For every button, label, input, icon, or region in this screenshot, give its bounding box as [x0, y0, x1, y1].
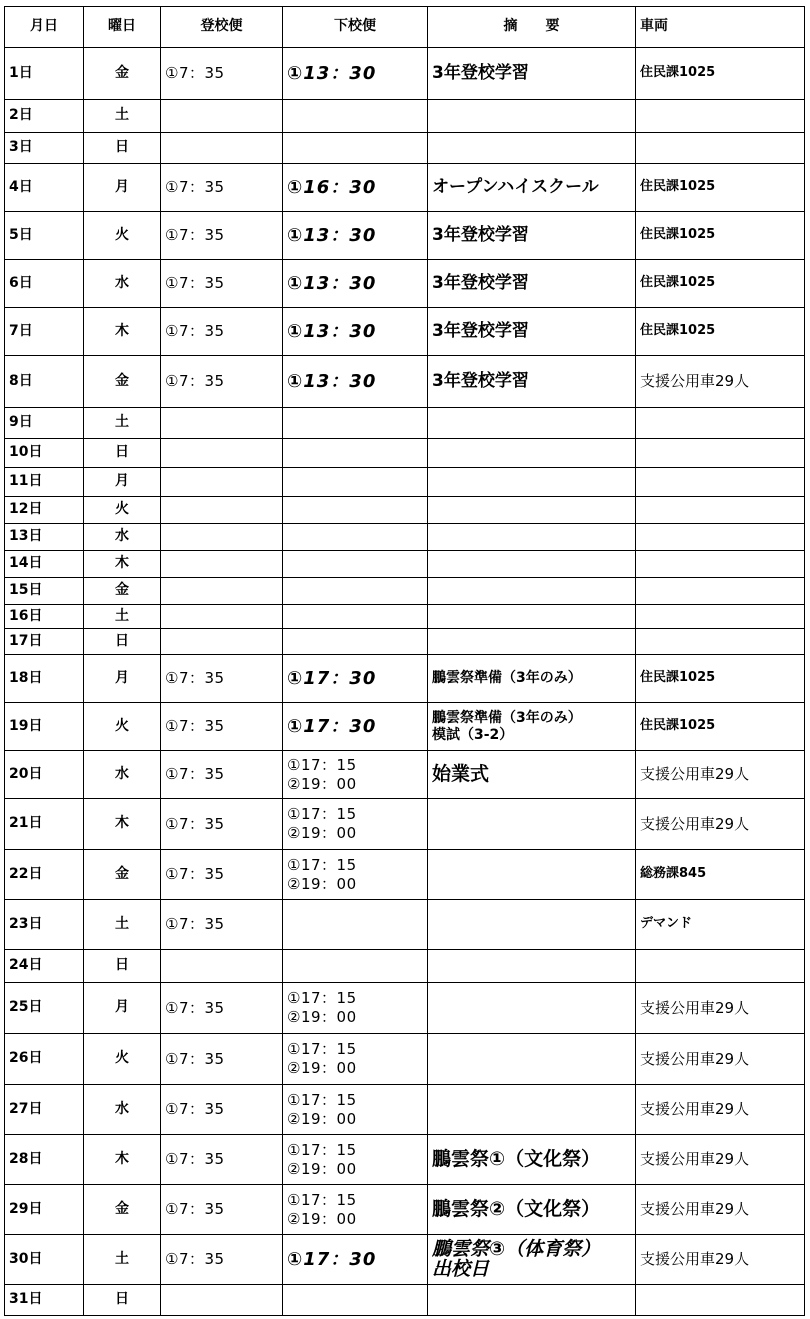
weekday-cell: 日 [84, 439, 161, 468]
header-vehicle: 車両 [636, 7, 805, 48]
table-row [5, 524, 805, 551]
afternoon-bus-cell [283, 605, 428, 629]
weekday-cell: 土 [84, 100, 161, 133]
afternoon-bus-cell [283, 1034, 428, 1085]
vehicle-cell [636, 524, 805, 551]
vehicle-cell [636, 605, 805, 629]
summary-cell [428, 1085, 636, 1135]
afternoon-bus-cell [283, 408, 428, 439]
day-cell: 12日 [5, 497, 84, 524]
afternoon-time: ①17：15 [287, 805, 357, 824]
summary-cell [428, 1285, 636, 1316]
summary-cell [428, 1185, 636, 1235]
afternoon-bus-cell [283, 799, 428, 850]
weekday-cell: 金 [84, 850, 161, 900]
afternoon-time: ②19：00 [287, 1008, 357, 1026]
summary-cell [428, 578, 636, 605]
afternoon-time: ②19：00 [287, 1209, 357, 1228]
summary-line: 3年登校学習 [432, 63, 529, 84]
afternoon-time: ①17：15 [287, 1040, 357, 1059]
summary-cell [428, 308, 636, 356]
summary-cell [428, 48, 636, 100]
weekday-cell: 日 [84, 1285, 161, 1316]
weekday-cell: 日 [84, 133, 161, 164]
morning-bus-cell: ①7：35 [161, 212, 283, 260]
afternoon-time: ①17：30 [287, 715, 377, 737]
table-row [5, 356, 805, 408]
afternoon-time: ①17：15 [287, 755, 357, 774]
afternoon-bus-cell [283, 1085, 428, 1135]
vehicle-cell: 支援公用車29人 [636, 356, 805, 408]
weekday-cell: 月 [84, 164, 161, 212]
day-cell: 28日 [5, 1135, 84, 1185]
afternoon-time: ②19：00 [287, 774, 357, 793]
afternoon-bus-cell [283, 850, 428, 900]
day-cell: 13日 [5, 524, 84, 551]
summary-cell [428, 439, 636, 468]
header-afternoon-bus: 下校便 [283, 7, 428, 48]
summary-line: 3年登校学習 [432, 273, 529, 294]
weekday-cell: 木 [84, 551, 161, 578]
summary-line: 3年登校学習 [432, 225, 529, 246]
afternoon-bus-cell [283, 468, 428, 497]
afternoon-time: ①17：15 [287, 989, 357, 1008]
summary-cell [428, 212, 636, 260]
day-cell: 31日 [5, 1285, 84, 1316]
summary-cell [428, 260, 636, 308]
vehicle-cell: 住民課1025 [636, 48, 805, 100]
summary-line: 鵬雲祭③（体育祭） [432, 1237, 601, 1260]
morning-bus-cell: ①7：35 [161, 308, 283, 356]
day-cell: 6日 [5, 260, 84, 308]
summary-cell [428, 524, 636, 551]
morning-bus-cell: ①7：35 [161, 703, 283, 751]
afternoon-bus-cell [283, 133, 428, 164]
afternoon-bus-cell [283, 900, 428, 950]
afternoon-bus-cell [283, 983, 428, 1034]
morning-bus-cell: ①7：35 [161, 1185, 283, 1235]
morning-bus-cell [161, 629, 283, 655]
morning-bus-cell [161, 578, 283, 605]
day-cell: 25日 [5, 983, 84, 1034]
morning-bus-cell: ①7：35 [161, 356, 283, 408]
table-row [5, 1285, 805, 1316]
table-row [5, 1085, 805, 1135]
vehicle-cell: 総務課845 [636, 850, 805, 900]
morning-bus-cell: ①7：35 [161, 260, 283, 308]
weekday-cell: 木 [84, 799, 161, 850]
table-row [5, 212, 805, 260]
morning-bus-cell [161, 950, 283, 983]
header-weekday: 曜日 [84, 7, 161, 48]
table-row [5, 408, 805, 439]
weekday-cell: 金 [84, 1185, 161, 1235]
summary-line: 模試（3-2） [432, 726, 514, 743]
vehicle-cell: 住民課1025 [636, 703, 805, 751]
vehicle-cell [636, 468, 805, 497]
morning-bus-cell [161, 551, 283, 578]
summary-cell [428, 1034, 636, 1085]
summary-line: 3年登校学習 [432, 321, 529, 342]
summary-cell [428, 629, 636, 655]
summary-cell [428, 751, 636, 799]
weekday-cell: 火 [84, 703, 161, 751]
summary-line: 鵬雲祭②（文化祭） [432, 1198, 601, 1221]
vehicle-cell: 住民課1025 [636, 164, 805, 212]
vehicle-cell [636, 578, 805, 605]
afternoon-bus-cell [283, 703, 428, 751]
afternoon-time: ①17：30 [287, 1248, 377, 1270]
afternoon-time: ②19：00 [287, 874, 357, 893]
table-row [5, 850, 805, 900]
vehicle-cell [636, 497, 805, 524]
afternoon-bus-cell [283, 524, 428, 551]
day-cell: 29日 [5, 1185, 84, 1235]
day-cell: 4日 [5, 164, 84, 212]
day-cell: 10日 [5, 439, 84, 468]
summary-cell [428, 1135, 636, 1185]
afternoon-time: ②19：00 [287, 1059, 357, 1077]
afternoon-time: ①17：30 [287, 667, 377, 689]
afternoon-time: ①13：30 [287, 62, 377, 84]
morning-bus-cell [161, 524, 283, 551]
morning-bus-cell: ①7：35 [161, 850, 283, 900]
vehicle-cell: 住民課1025 [636, 212, 805, 260]
day-cell: 9日 [5, 408, 84, 439]
summary-line: 鵬雲祭①（文化祭） [432, 1148, 601, 1171]
morning-bus-cell: ①7：35 [161, 1135, 283, 1185]
table-row [5, 1185, 805, 1235]
vehicle-cell [636, 408, 805, 439]
summary-cell [428, 655, 636, 703]
afternoon-bus-cell [283, 1235, 428, 1285]
vehicle-cell [636, 629, 805, 655]
weekday-cell: 水 [84, 751, 161, 799]
weekday-cell: 土 [84, 605, 161, 629]
day-cell: 19日 [5, 703, 84, 751]
morning-bus-cell: ①7：35 [161, 751, 283, 799]
afternoon-bus-cell [283, 578, 428, 605]
summary-cell [428, 900, 636, 950]
table-row [5, 439, 805, 468]
morning-bus-cell: ①7：35 [161, 799, 283, 850]
morning-bus-cell [161, 100, 283, 133]
vehicle-cell [636, 1285, 805, 1316]
table-row [5, 1235, 805, 1285]
weekday-cell: 火 [84, 497, 161, 524]
summary-cell [428, 703, 636, 751]
table-row [5, 983, 805, 1034]
day-cell: 18日 [5, 655, 84, 703]
weekday-cell: 月 [84, 983, 161, 1034]
summary-cell [428, 100, 636, 133]
afternoon-bus-cell [283, 751, 428, 799]
morning-bus-cell [161, 497, 283, 524]
weekday-cell: 金 [84, 578, 161, 605]
morning-bus-cell [161, 439, 283, 468]
weekday-cell: 月 [84, 655, 161, 703]
table-row [5, 605, 805, 629]
afternoon-bus-cell [283, 551, 428, 578]
afternoon-bus-cell [283, 439, 428, 468]
header-row [5, 7, 805, 48]
afternoon-bus-cell [283, 308, 428, 356]
vehicle-cell: 住民課1025 [636, 260, 805, 308]
table-row [5, 629, 805, 655]
afternoon-time: ①17：15 [287, 1190, 357, 1209]
summary-cell [428, 850, 636, 900]
morning-bus-cell: ①7：35 [161, 1034, 283, 1085]
vehicle-cell [636, 439, 805, 468]
day-cell: 8日 [5, 356, 84, 408]
morning-bus-cell [161, 468, 283, 497]
vehicle-cell: 住民課1025 [636, 308, 805, 356]
morning-bus-cell: ①7：35 [161, 655, 283, 703]
vehicle-cell: 支援公用車29人 [636, 799, 805, 850]
morning-bus-cell [161, 133, 283, 164]
weekday-cell: 土 [84, 900, 161, 950]
day-cell: 16日 [5, 605, 84, 629]
summary-cell [428, 356, 636, 408]
day-cell: 15日 [5, 578, 84, 605]
weekday-cell: 金 [84, 356, 161, 408]
header-morning-bus: 登校便 [161, 7, 283, 48]
day-cell: 2日 [5, 100, 84, 133]
morning-bus-cell: ①7：35 [161, 1235, 283, 1285]
vehicle-cell: 住民課1025 [636, 655, 805, 703]
weekday-cell: 木 [84, 1135, 161, 1185]
afternoon-bus-cell [283, 1135, 428, 1185]
table-row [5, 900, 805, 950]
summary-cell [428, 950, 636, 983]
day-cell: 30日 [5, 1235, 84, 1285]
weekday-cell: 水 [84, 524, 161, 551]
summary-line: 3年登校学習 [432, 371, 529, 392]
afternoon-time: ②19：00 [287, 1109, 357, 1128]
day-cell: 23日 [5, 900, 84, 950]
summary-cell [428, 408, 636, 439]
vehicle-cell: 支援公用車29人 [636, 1235, 805, 1285]
day-cell: 1日 [5, 48, 84, 100]
afternoon-bus-cell [283, 1185, 428, 1235]
day-cell: 26日 [5, 1034, 84, 1085]
vehicle-cell [636, 133, 805, 164]
summary-cell [428, 497, 636, 524]
afternoon-bus-cell [283, 629, 428, 655]
vehicle-cell: 支援公用車29人 [636, 983, 805, 1034]
weekday-cell: 月 [84, 468, 161, 497]
summary-cell [428, 551, 636, 578]
afternoon-time: ①17：15 [287, 1090, 357, 1109]
summary-line: 鵬雲祭準備（3年のみ） [432, 670, 582, 687]
header-summary: 摘 要 [428, 7, 636, 48]
summary-line: 始業式 [432, 763, 490, 786]
afternoon-bus-cell [283, 950, 428, 983]
table-row [5, 164, 805, 212]
afternoon-bus-cell [283, 164, 428, 212]
afternoon-time: ①16：30 [287, 176, 377, 198]
afternoon-time: ②19：00 [287, 824, 357, 842]
vehicle-cell: 支援公用車29人 [636, 751, 805, 799]
afternoon-bus-cell [283, 356, 428, 408]
vehicle-cell: 支援公用車29人 [636, 1185, 805, 1235]
summary-cell [428, 799, 636, 850]
table-row [5, 950, 805, 983]
table-row [5, 578, 805, 605]
morning-bus-cell: ①7：35 [161, 48, 283, 100]
afternoon-bus-cell [283, 260, 428, 308]
day-cell: 11日 [5, 468, 84, 497]
day-cell: 3日 [5, 133, 84, 164]
vehicle-cell [636, 551, 805, 578]
day-cell: 24日 [5, 950, 84, 983]
morning-bus-cell: ①7：35 [161, 164, 283, 212]
morning-bus-cell: ①7：35 [161, 900, 283, 950]
morning-bus-cell: ①7：35 [161, 1085, 283, 1135]
header-day: 月日 [5, 7, 84, 48]
afternoon-bus-cell [283, 212, 428, 260]
weekday-cell: 水 [84, 260, 161, 308]
morning-bus-cell [161, 408, 283, 439]
afternoon-bus-cell [283, 1285, 428, 1316]
afternoon-time: ①13：30 [287, 320, 377, 342]
summary-line: 出校日 [432, 1257, 490, 1280]
day-cell: 27日 [5, 1085, 84, 1135]
table-row [5, 48, 805, 100]
vehicle-cell: デマンド [636, 900, 805, 950]
morning-bus-cell [161, 1285, 283, 1316]
table-row [5, 133, 805, 164]
vehicle-cell: 支援公用車29人 [636, 1034, 805, 1085]
weekday-cell: 水 [84, 1085, 161, 1135]
weekday-cell: 土 [84, 1235, 161, 1285]
day-cell: 14日 [5, 551, 84, 578]
day-cell: 20日 [5, 751, 84, 799]
vehicle-cell [636, 100, 805, 133]
bus-schedule-table [4, 6, 805, 1316]
weekday-cell: 日 [84, 950, 161, 983]
day-cell: 5日 [5, 212, 84, 260]
vehicle-cell: 支援公用車29人 [636, 1135, 805, 1185]
summary-cell [428, 605, 636, 629]
afternoon-time: ①13：30 [287, 272, 377, 294]
weekday-cell: 木 [84, 308, 161, 356]
table-row [5, 751, 805, 799]
afternoon-bus-cell [283, 48, 428, 100]
morning-bus-cell [161, 605, 283, 629]
day-cell: 22日 [5, 850, 84, 900]
summary-line: オープンハイスクール [432, 177, 599, 198]
summary-line: 鵬雲祭準備（3年のみ） [432, 710, 582, 727]
afternoon-time: ①13：30 [287, 224, 377, 246]
table-row [5, 100, 805, 133]
summary-cell [428, 1235, 636, 1285]
summary-cell [428, 468, 636, 497]
afternoon-bus-cell [283, 100, 428, 133]
afternoon-bus-cell [283, 655, 428, 703]
weekday-cell: 土 [84, 408, 161, 439]
table-row [5, 468, 805, 497]
day-cell: 17日 [5, 629, 84, 655]
morning-bus-cell: ①7：35 [161, 983, 283, 1034]
afternoon-time: ②19：00 [287, 1159, 357, 1178]
table-row [5, 703, 805, 751]
weekday-cell: 火 [84, 1034, 161, 1085]
afternoon-time: ①17：15 [287, 855, 357, 874]
table-row [5, 655, 805, 703]
summary-cell [428, 133, 636, 164]
weekday-cell: 火 [84, 212, 161, 260]
weekday-cell: 金 [84, 48, 161, 100]
table-row [5, 799, 805, 850]
day-cell: 7日 [5, 308, 84, 356]
table-row [5, 1034, 805, 1085]
table-row [5, 308, 805, 356]
table-row [5, 1135, 805, 1185]
table-row [5, 551, 805, 578]
afternoon-time: ①13：30 [287, 370, 377, 392]
afternoon-bus-cell [283, 497, 428, 524]
table-row [5, 497, 805, 524]
day-cell: 21日 [5, 799, 84, 850]
vehicle-cell [636, 950, 805, 983]
table-row [5, 260, 805, 308]
summary-cell [428, 983, 636, 1034]
vehicle-cell: 支援公用車29人 [636, 1085, 805, 1135]
afternoon-time: ①17：15 [287, 1140, 357, 1159]
weekday-cell: 日 [84, 629, 161, 655]
summary-cell [428, 164, 636, 212]
